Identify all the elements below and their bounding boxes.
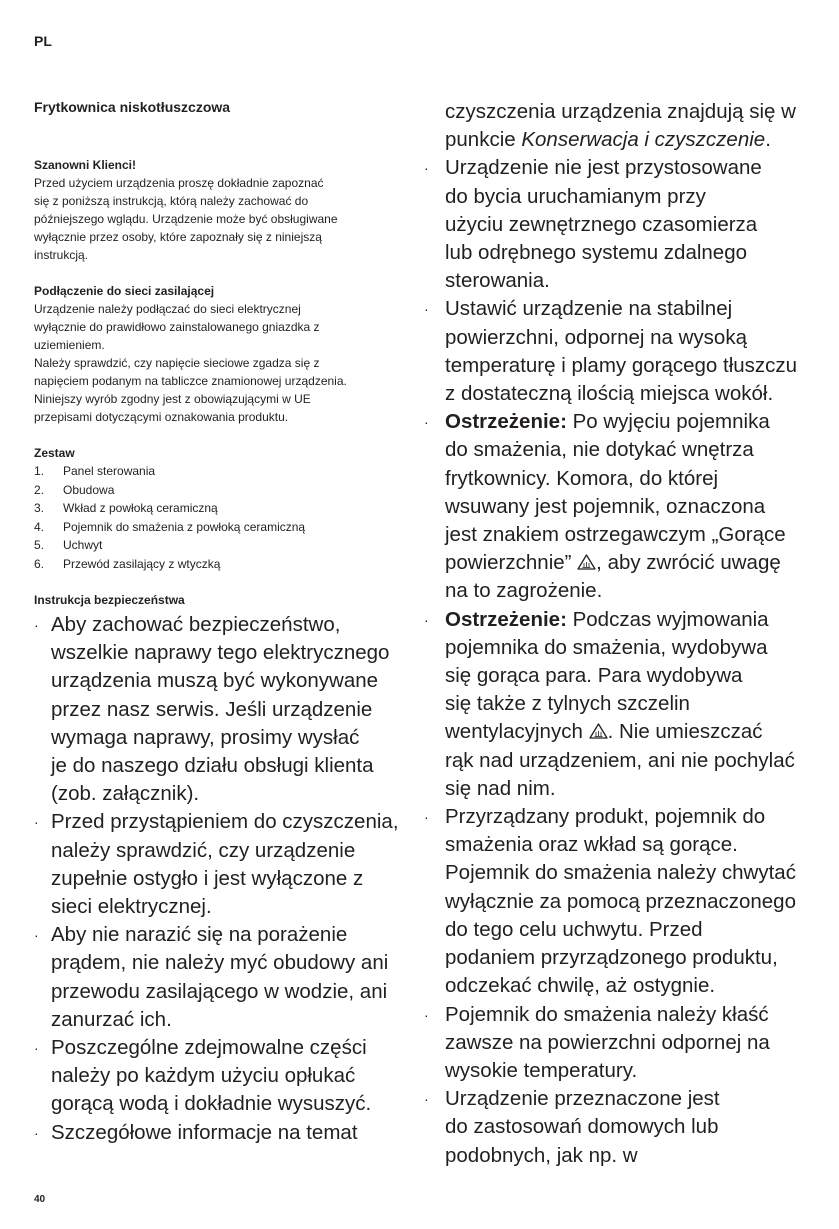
page-number: 40 — [34, 1194, 46, 1205]
list-item: 2. Obudowa — [34, 482, 115, 497]
list-item: · Ostrzeżenie: Podczas wyjmowania pojemnika do smażenia, wydobywa się gorąca para. Para wydobywa się także z tylnych szczelin wentylacyjnych . Nie umieszczać rąk nad urządzeniem, ani nie pochylać się nad nim. — [424, 607, 795, 800]
list-item: 6. Przewód zasilający z wtyczką — [34, 556, 221, 571]
hot-surface-warning-icon — [577, 554, 596, 570]
list-item: 5. Uchwyt — [34, 538, 103, 552]
section-reference: Konserwacja i czyszczenie — [521, 128, 766, 152]
safety-list-right — [424, 154, 804, 1169]
set-list — [34, 462, 399, 573]
hot-surface-warning-icon — [589, 723, 608, 739]
warning-label: Ostrzeżenie: — [445, 607, 567, 631]
list-item: · Ustawić urządzenie na stabilnej powierzchni, odpornej na wysoką temperaturę i plamy gorącego tłuszczu z dostateczną ilością miejsca wokół. — [424, 297, 798, 406]
greeting-heading: Szanowni Klienci! — [34, 158, 137, 172]
list-item: · Aby nie narazić się na porażenie prądem, nie należy myć obudowy ani przewodu zasilającego w wodzie, ani zanurzać ich. — [34, 923, 389, 1031]
list-item: · Poszczególne zdejmowalne części należy po każdym użyciu opłukać gorącą wodą i dokładnie wysuszyć. — [34, 1036, 372, 1116]
warning-label: Ostrzeżenie: — [445, 410, 567, 434]
document-title: Frytkownica niskotłuszczowa — [34, 99, 231, 115]
list-item: · Aby zachować bezpieczeństwo, wszelkie naprawy tego elektrycznego urządzenia muszą być wykonywane przez nasz serwis. Jeśli urządzenie wymaga naprawy, prosimy wysłać je do naszego działu obsługi klienta (zob. załącznik). — [34, 613, 390, 806]
right-column — [424, 98, 804, 1170]
list-item: 3. Wkład z powłoką ceramiczną — [34, 501, 218, 515]
list-item: · Urządzenie nie jest przystosowane do bycia uruchamianym przy użyciu zewnętrznego czasomierza lub odrębnego systemu zdalnego sterowania. — [424, 156, 762, 293]
list-item: · Przyrządzany produkt, pojemnik do smażenia oraz wkład są gorące. Pojemnik do smażenia należy chwytać wyłącznie za pomocą przeznaczonego do tego celu uchwytu. Przed podaniem przyrządzonego produktu, odczekać chwilę, aż ostygnie. — [424, 805, 796, 998]
list-item: · Urządzenie przeznaczone jest do zastosowań domowych lub podobnych, jak np. w — [424, 1087, 720, 1167]
list-item: · Pojemnik do smażenia należy kłaść zawsze na powierzchni odpornej na wysokie temperatury. — [424, 1002, 770, 1082]
greeting-text: Przed użyciem urządzenia proszę dokładnie zapoznać się z poniższą instrukcją, którą należy zachować do późniejszego wglądu. Urządzenie może być obsługiwane wyłącznie przez osoby, które zapoznały się z niniejszą instrukcją. — [34, 176, 338, 262]
safety-list-left — [34, 611, 399, 1147]
power-text: Urządzenie należy podłączać do sieci elektrycznej wyłącznie do prawidłowo zainstalowanego gniazdka z uziemieniem. Należy sprawdzić, czy napięcie sieciowe zgadza się z napięciem podanym na tabliczce znamionowej urządzenia. Niniejszy wyrób zgodny jest z obowiązującymi w UE przepisami dotyczącymi oznakowania produktu. — [34, 302, 347, 424]
list-item: · Przed przystąpieniem do czyszczenia, należy sprawdzić, czy urządzenie zupełnie ostygło i jest wyłączone z sieci elektrycznej. — [34, 810, 399, 919]
continuation-text: czyszczenia urządzenia znajdują się w punkcie Konserwacja i czyszczenie. — [445, 100, 796, 152]
safety-heading: Instrukcja bezpieczeństwa — [34, 593, 185, 607]
list-item: · Ostrzeżenie: Po wyjęciu pojemnika do smażenia, nie dotykać wnętrza frytkownicy. Komora, do której wsuwany jest pojemnik, oznaczona jest znakiem ostrzegawczym „Gorące powierzchnie” , aby zwrócić uwagę na to zagrożenie. — [424, 410, 786, 603]
language-code: PL — [34, 33, 52, 49]
power-heading: Podłączenie do sieci zasilającej — [34, 284, 215, 298]
list-item: · Szczegółowe informacje na temat — [34, 1120, 358, 1144]
set-heading: Zestaw — [34, 446, 75, 460]
list-item: 1. Panel sterowania — [34, 464, 156, 478]
left-column — [34, 98, 399, 1147]
list-item: 4. Pojemnik do smażenia z powłoką ceramiczną — [34, 519, 306, 534]
